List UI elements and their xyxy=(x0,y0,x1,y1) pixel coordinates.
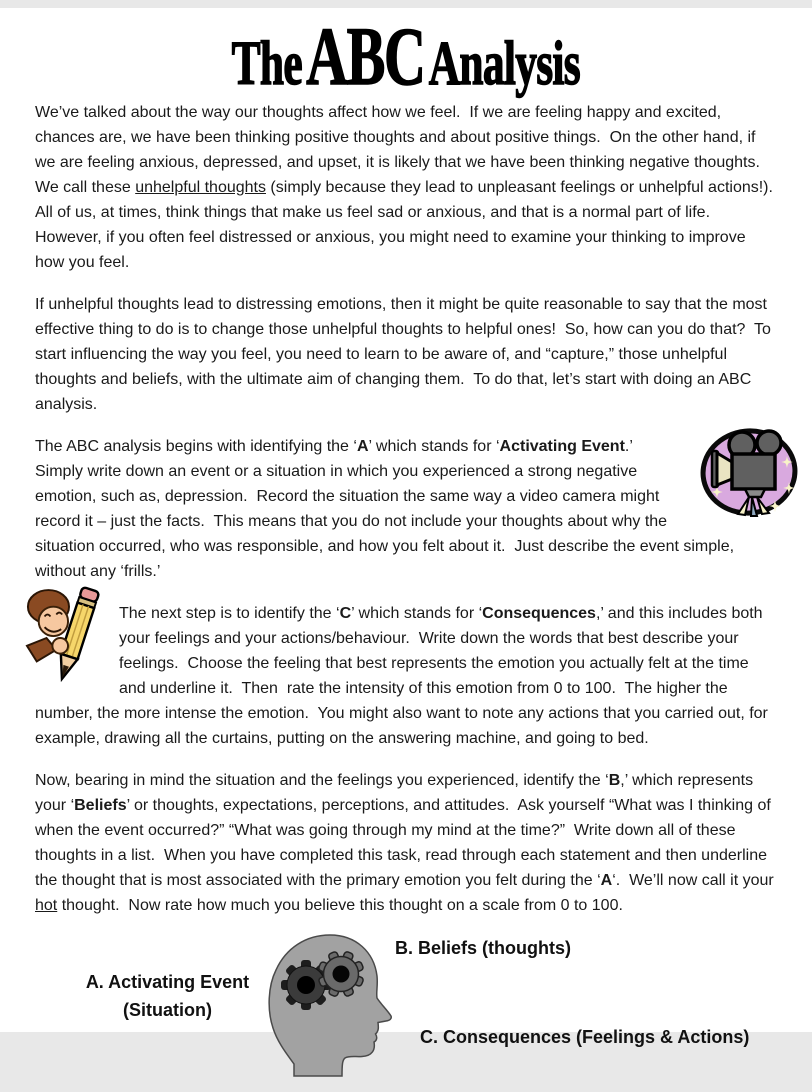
paragraph-intro-text: We’ve talked about the way our thoughts affect how we feel. If we are feeling happy and excited, chances are, we have been thinking positive thoughts and about positive things. On the other hand, if we are feeling anxious, depressed, and upset, it is likely that we have been thinking negative thoughts. We call these unhelpful thoughts (simply because they lead to unpleasant feelings or unhelpful actions!). All of us, at times, think things that make us feel sad or anxious, and that is a normal part of life. However, if you often feel distressed or anxious, you might need to examine your thinking to improve how you feel. xyxy=(35,104,781,271)
paragraph-capture xyxy=(35,292,777,417)
paragraph-beliefs xyxy=(35,768,777,918)
page-title xyxy=(35,8,777,100)
diagram-label-beliefs: B. Beliefs (thoughts) xyxy=(395,938,571,958)
paragraph-beliefs-text: Now, bearing in mind the situation and the feelings you experienced, identify the ‘B,’ which represents your ‘Beliefs’ or thoughts, expectations, perceptions, and attitudes. Ask yourself “What was I thinking of when the event occurred?” “What was going through my mind at the time?” Write down all of these thoughts in a list. When you have completed this task, read through each statement and then underline the thought that is most associated with the primary emotion you felt during the ‘A‘. We’ll now call it your hot thought. Now rate how much you believe this thought on a scale from 0 to 100. xyxy=(35,772,779,914)
paragraph-capture-text: If unhelpful thoughts lead to distressing emotions, then it might be quite reasonable to say that the most effective thing to do is to change those unhelpful thoughts to helpful ones! So, how can you do that? To start influencing the way you feel, you need to learn to be aware of, and “capture,” those unhelpful thoughts and beliefs, with the ultimate aim of changing them. To do that, let’s start with doing an ABC analysis. xyxy=(35,296,776,413)
diagram-label-a-line1: A. Activating Event xyxy=(85,972,250,992)
sleeve xyxy=(27,638,56,661)
document-page xyxy=(0,8,812,1047)
video-camera-icon xyxy=(699,426,801,518)
abc-diagram xyxy=(35,930,777,1092)
paragraph-activating-text: The ABC analysis begins with identifying the ‘A’ which stands for ‘Activating Event.’ Simply write down an event or a situation in which you experienced a strong negative emotion, such as, depression. Record the situation the same way a video camera might record it – just the facts. This means that you do not include your thoughts about why the situation occurred, who was responsible, and how you felt about it. Just describe the event simple, without any ‘frills.’ xyxy=(35,438,739,580)
video-camera-illustration xyxy=(699,426,801,518)
hand xyxy=(52,638,68,654)
title-word-abc: ABC xyxy=(306,10,425,102)
head-gears-illustration xyxy=(262,930,395,1081)
paragraph-consequences xyxy=(35,601,777,751)
title-word-the: The xyxy=(231,30,303,98)
paragraph-intro xyxy=(35,100,781,275)
head-profile-icon xyxy=(262,930,395,1076)
title-word-analysis: Analysis xyxy=(428,30,581,98)
paragraph-consequences-text: The next step is to identify the ‘C’ which stands for ‘Consequences,’ and this includes both your feelings and your actions/behaviour. Write down the words that best describe your feelings. Choose the feeling that best represents the emotion you actually felt at the time and underline it. Then rate the intensity of this emotion from 0 to 100. The higher the number, the more intense the emotion. You might also want to note any actions that you carried out, for example, drawing all the curtains, putting on the answering machine, and going to bed. xyxy=(35,605,773,747)
diagram-label-a-line2: (Situation) xyxy=(123,1000,212,1020)
paragraph-activating-event xyxy=(35,434,777,584)
pencil-writer-icon xyxy=(25,585,115,691)
title-text xyxy=(232,8,580,104)
writing-pencil-illustration xyxy=(25,585,115,691)
diagram-label-activating-event xyxy=(60,968,275,1024)
diagram-label-consequences: C. Consequences (Feelings & Actions) xyxy=(420,1027,750,1047)
